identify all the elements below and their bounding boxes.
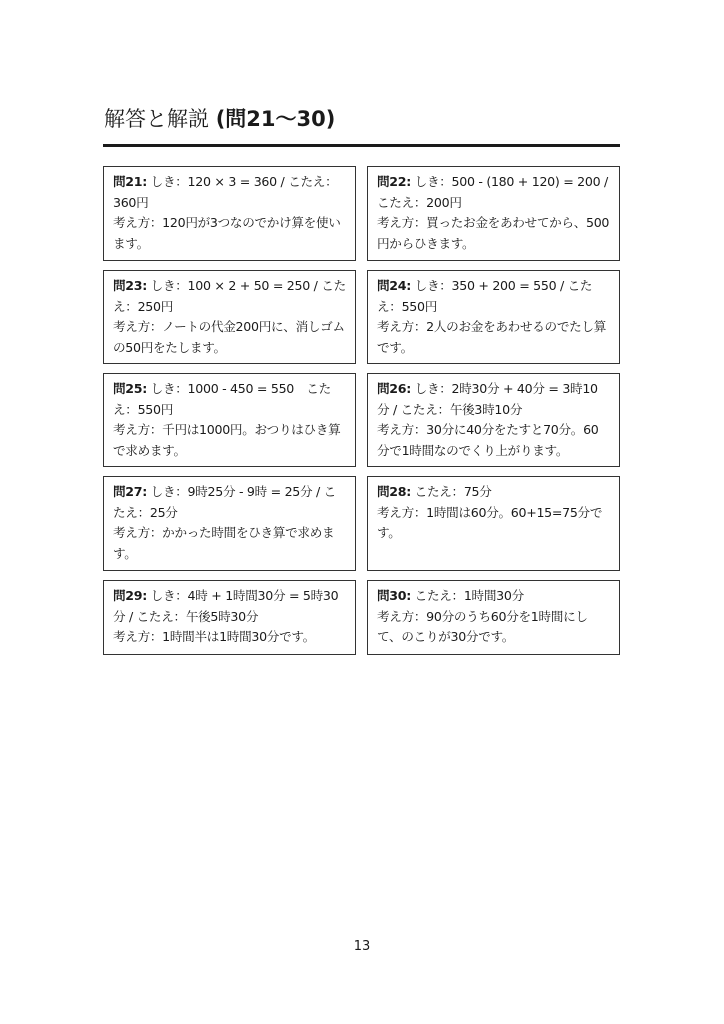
answer-card-22 xyxy=(367,166,620,261)
question-number: 問22: xyxy=(377,174,411,189)
answer-card-21 xyxy=(103,166,356,261)
question-number: 問25: xyxy=(113,381,147,396)
answer-card-27 xyxy=(103,476,356,571)
explanation-text: 考え方：買ったお金をあわせてから、500円からひきます。 xyxy=(377,215,610,251)
question-number: 問23: xyxy=(113,278,147,293)
formula-text: しき：2時30分 + 40分 = 3時10分 / こたえ：午後3時10分 xyxy=(377,381,598,417)
formula-text: しき：350 + 200 = 550 / こたえ：550円 xyxy=(377,278,593,314)
answer-card-28 xyxy=(367,476,620,571)
formula-text: しき：1000 - 450 = 550 こたえ：550円 xyxy=(113,381,331,417)
formula-text: しき：500 - (180 + 120) = 200 / こたえ：200円 xyxy=(377,174,608,210)
formula-text: こたえ：1時間30分 xyxy=(410,588,524,603)
answer-card-24 xyxy=(367,270,620,364)
formula-text: しき：120 × 3 = 360 / こたえ：360円 xyxy=(113,174,338,210)
question-number: 問24: xyxy=(377,278,411,293)
formula-text: しき：9時25分 - 9時 = 25分 / こたえ：25分 xyxy=(113,484,336,520)
answer-card-26 xyxy=(367,373,620,467)
formula-text: しき：4時 + 1時間30分 = 5時30分 / こたえ：午後5時30分 xyxy=(113,588,339,624)
explanation-text: 考え方：120円が3つなのでかけ算を使います。 xyxy=(113,215,341,251)
answer-card-25 xyxy=(103,373,356,467)
explanation-text: 考え方：90分のうち60分を1時間にして、のこりが30分です。 xyxy=(377,608,588,644)
answer-card-29 xyxy=(103,580,356,655)
title-divider xyxy=(103,144,620,147)
explanation-text: 考え方：2人のお金をあわせるのでたし算です。 xyxy=(377,319,607,355)
explanation-text: 考え方：千円は1000円。おつりはひき算で求めます。 xyxy=(113,422,341,458)
formula-text: しき：100 × 2 + 50 = 250 / こたえ：250円 xyxy=(113,278,346,314)
explanation-text: 考え方：1時間半は1時間30分です。 xyxy=(113,629,315,644)
question-number: 問30: xyxy=(377,588,411,603)
explanation-text: 考え方：かかった時間をひき算で求めます。 xyxy=(113,525,335,561)
question-number: 問26: xyxy=(377,381,411,396)
question-number: 問27: xyxy=(113,484,147,499)
question-number: 問29: xyxy=(113,588,147,603)
page-title-range: (問21〜30) xyxy=(215,107,336,131)
question-number: 問21: xyxy=(113,174,147,189)
answer-card-23 xyxy=(103,270,356,364)
answer-card-30 xyxy=(367,580,620,655)
page-title-main: 解答と解説 xyxy=(104,107,209,131)
explanation-text: 考え方：1時間は60分。60+15=75分です。 xyxy=(377,504,603,540)
explanation-text: 考え方：30分に40分をたすと70分。60分で1時間なのでくり上がります。 xyxy=(377,422,599,458)
page-title xyxy=(104,104,335,134)
explanation-text: 考え方：ノートの代金200円に、消しゴムの50円をたします。 xyxy=(113,319,345,355)
page-number: 13 xyxy=(353,939,371,954)
formula-text: こたえ：75分 xyxy=(410,484,492,499)
question-number: 問28: xyxy=(377,484,411,499)
